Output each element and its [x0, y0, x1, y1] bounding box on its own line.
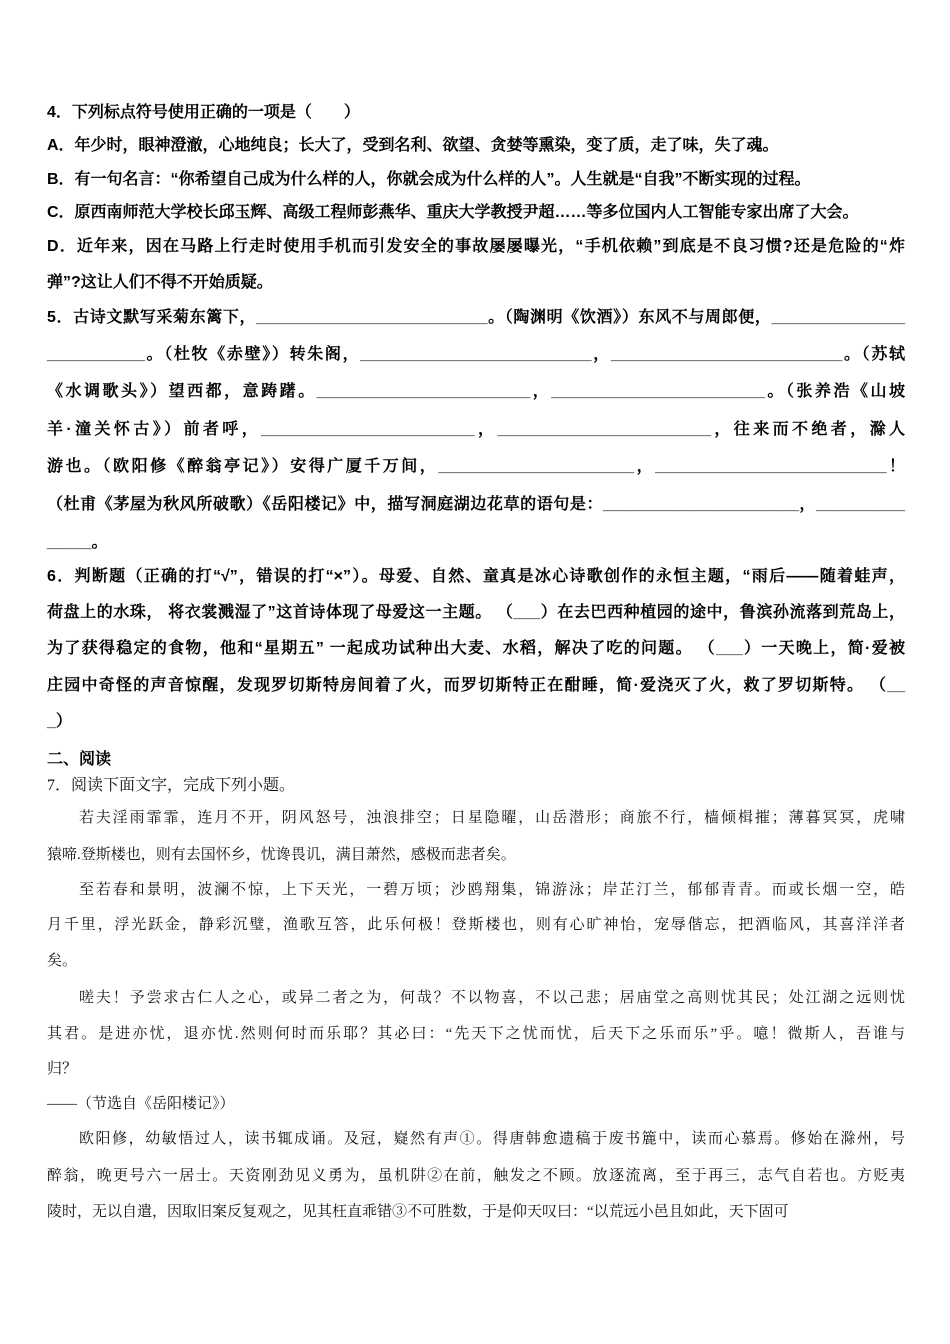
question-line: 5．古诗文默写采菊东篱下，__________________________。（陶渊明《饮酒》）东风不与周郎便，_______________	[47, 309, 905, 326]
option-c: C．原西南师范大学校长邱玉辉、高级工程师彭燕华、重庆大学教授尹超……等多位国内人工智能专家出席了大会。	[47, 204, 859, 221]
option-d: D．近年来，因在马路上行走时使用手机而引发安全的事故屡屡曝光，“手机依赖”到底是不良习惯?还是危险的“炸	[47, 238, 905, 255]
question-line: ___________。（杜牧《赤壁》）转朱阁，__________________________，__________________________。（苏轼	[47, 346, 905, 363]
question-line: 游也。（欧阳修《醉翁亭记》）安得广厦千万间，______________________，__________________________！	[47, 458, 905, 475]
question-stem: 4．下列标点符号使用正确的一项是（ ）	[47, 104, 360, 121]
question-line: 6．判断题（正确的打“√”，错误的打“×”）。母爱、自然、童真是冰心诗歌创作的永恒主题，“雨后——随着蛙声，	[47, 568, 905, 585]
passage-line: 陵时，无以自遣，因取旧案反复观之，见其枉直乖错③不可胜数，于是仰天叹曰：“以荒远小邑且如此，天下固可	[47, 1204, 789, 1220]
passage-line: 月千里，浮光跃金，静彩沉璧，渔歌互答，此乐何极！登斯楼也，则有心旷神怡，宠辱偕忘，把酒临风，其喜洋洋者	[47, 917, 905, 933]
passage-line: 矣。	[47, 953, 78, 969]
passage-line: 若夫淫雨霏霏，连月不开，阴风怒号，浊浪排空；日星隐曜，山岳潜形；商旅不行，樯倾楫摧；薄暮冥冥，虎啸	[79, 810, 905, 826]
question-line: 羊·潼关怀古》）前者呼，________________________，________________________，往来而不绝者，滁人	[47, 421, 905, 438]
passage-line: 嗟夫！予尝求古仁人之心，或异二者之为，何哉？不以物喜，不以己悲；居庙堂之高则忧其民；处江湖之远则忧	[79, 990, 905, 1006]
passage-source: ——（节选自《岳阳楼记》）	[47, 1096, 235, 1112]
question-line: （杜甫《茅屋为秋风所破歌）《岳阳楼记》中，描写洞庭湖边花草的语句是：______________________，__________	[47, 496, 905, 513]
passage-line: 欧阳修，幼敏悟过人，读书辄成诵。及冠，嶷然有声①。得唐韩愈遗稿于废书簏中，读而心慕焉。修始在滁州，号	[79, 1131, 905, 1147]
question-stem: 7．阅读下面文字，完成下列小题。	[47, 777, 296, 794]
question-line: 庄园中奇怪的声音惊醒，发现罗切斯特房间着了火，而罗切斯特正在酣睡，简·爱浇灭了火，救了罗切斯特。 （__	[47, 677, 905, 694]
option-a: A．年少时，眼神澄澈，心地纯良；长大了，受到名利、欲望、贪婪等熏染，变了质，走了味，失了魂。	[47, 137, 779, 154]
passage-line: 其君。是进亦忧，退亦忧.然则何时而乐耶？其必曰：“先天下之忧而忧，后天下之乐而乐”乎。噫！微斯人，吾谁与	[47, 1026, 905, 1042]
option-d-cont: 弹”?这让人们不得不开始质疑。	[47, 274, 273, 291]
passage-line: 至若春和景明，波澜不惊，上下天光，一碧万顷；沙鸥翔集，锦游泳；岸芷汀兰，郁郁青青。而或长烟一空，皓	[79, 882, 905, 898]
question-line: 荷盘上的水珠， 将衣裳溅湿了”这首诗体现了母爱这一主题。 （___）在去巴西种植园的途中，鲁滨孙流落到荒岛上，	[47, 604, 905, 621]
question-line: 《水调歌头》）望西都，意踌躇。________________________，________________________。（张养浩《山坡	[47, 383, 905, 400]
question-line: _____。	[47, 534, 108, 551]
passage-line: 归？	[47, 1061, 78, 1077]
passage-line: 醉翁，晚更号六一居士。天资刚劲见义勇为，虽机阱②在前，触发之不顾。放逐流离，至于再三，志气自若也。方贬夷	[47, 1168, 905, 1184]
option-b: B．有一句名言：“你希望自己成为什么样的人，你就会成为什么样的人”。人生就是“自我”不断实现的过程。	[47, 171, 811, 188]
question-line: _）	[47, 713, 72, 730]
question-line: 为了获得稳定的食物，他和“星期五” 一起成功试种出大麦、水稻，解决了吃的问题。 （___）一天晚上，简·爱被	[47, 640, 905, 657]
passage-line: 猿啼.登斯楼也，则有去国怀乡，忧谗畏讥，满目萧然，感极而悲者矣。	[47, 847, 516, 863]
section-heading: 二、阅读	[47, 751, 112, 768]
